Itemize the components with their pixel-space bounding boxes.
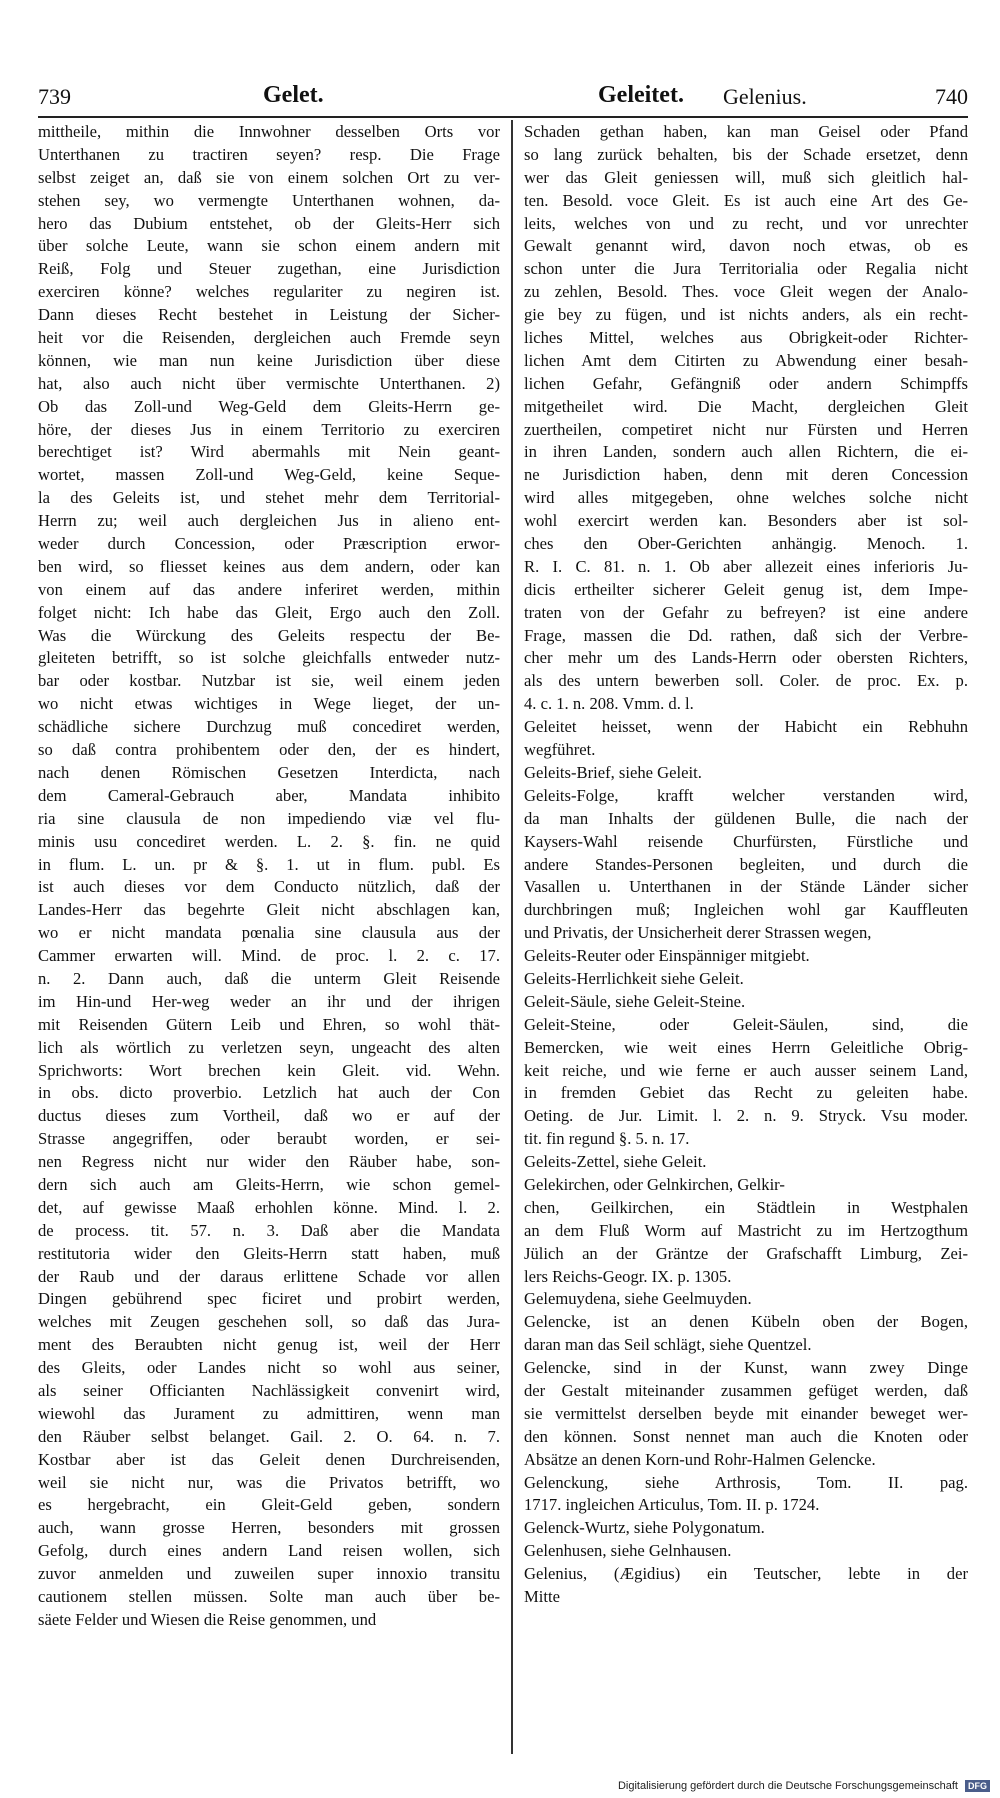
- text-line: wortet, massen Zoll-und Weg-Geld, keine Seque-: [38, 465, 500, 485]
- running-head-right-2: Gelenius.: [723, 84, 807, 109]
- text-line: wer das Gleit geniessen will, muß sich gleitlich hal-: [524, 167, 968, 187]
- text-line: den Räuber selbst belanget. Gail. 2. O. 64. n. 7.: [38, 1426, 500, 1446]
- text-line: wohl exercirt werden kan. Besonders aber ist sol-: [524, 511, 968, 531]
- text-line: mit Reisenden Gütern Leib und Ehren, so wohl thät-: [38, 1014, 500, 1034]
- text-line: Gefolg, durch eines andern Land reisen wollen, sich: [38, 1541, 500, 1561]
- text-line: Gelenckung, siehe Arthrosis, Tom. II. pag.: [524, 1472, 968, 1492]
- text-line: Geleits-Reuter oder Einspänniger mitgiebt.: [524, 946, 810, 966]
- text-line: Absätze an denen Korn-und Rohr-Halmen Gelencke.: [524, 1449, 876, 1469]
- text-line: R. I. C. 81. n. 1. Ob aber allezeit eines inferioris Ju-: [524, 556, 968, 576]
- text-line: über solche Leute, wann sie schon einem andern mit: [38, 236, 500, 256]
- text-line: ductus dieses zum Vortheil, daß wo er auf der: [38, 1106, 500, 1126]
- text-line: hat, also auch nicht über vermischte Unterthanen. 2): [38, 373, 500, 393]
- text-line: Was die Würckung des Geleits respectu der Be-: [38, 625, 500, 645]
- text-line: Mitte: [524, 1587, 560, 1606]
- text-line: Gelenck-Wurtz, siehe Polygonatum.: [524, 1518, 765, 1538]
- text-line: 4. c. 1. n. 208. Vmm. d. l.: [524, 694, 694, 714]
- text-line: mittheile, mithin die Innwohner desselben Orts vor: [38, 122, 500, 141]
- text-line: selbst zeiget an, daß sie von einem solchen Ort zu ver-: [38, 167, 500, 187]
- text-line: ben wird, so fliesset keines aus dem andern, oder kan: [38, 556, 500, 576]
- text-line: mitgetheilet wird. Die Macht, dergleichen Gleit: [524, 396, 968, 416]
- text-line: da man Inhalts der güldenen Bulle, die nach der: [524, 808, 968, 828]
- text-line: zuertheilen, competiret nicht nur Fürsten und Herren: [524, 419, 968, 439]
- footer-credit: [618, 1780, 990, 1792]
- text-line: ria sine clausula de non impediendo viæ vel flu-: [38, 808, 500, 828]
- text-line: wird alles mitgegeben, ohne welches solche nicht: [524, 488, 968, 508]
- text-line: Geleit-Säule, siehe Geleit-Steine.: [524, 991, 746, 1011]
- text-line: an dem Fluß Worm auf Mastricht zu im Hertzogthum: [524, 1220, 968, 1240]
- page-header: [38, 84, 968, 118]
- text-line: heit vor die Reisenden, dergleichen auch Fremde seyn: [38, 328, 500, 348]
- text-line: ist auch dieses vor dem Conducto nützlich, daß der: [38, 877, 500, 897]
- text-line: n. 2. Dann auch, daß die unterm Gleit Reisende: [38, 968, 500, 988]
- text-line: so daß contra prohibentem oder den, der es hindert,: [38, 740, 500, 760]
- text-line: nen Regress nicht nur wider den Räuber habe, son-: [38, 1152, 500, 1172]
- text-line: chen, Geilkirchen, ein Städtlein in Westphalen: [524, 1197, 968, 1217]
- text-line: ches den Ober-Gerichten anhängig. Menoch. 1.: [524, 534, 968, 554]
- text-line: cautionem stellen müssen. Solte man auch über be-: [38, 1587, 500, 1606]
- text-line: berechtiget ist? Wird abermahls mit Nein geant-: [38, 442, 500, 462]
- text-line: dern sich auch am Gleits-Herrn, wie schon gemel-: [38, 1174, 500, 1194]
- dfg-logo: DFG: [965, 1780, 990, 1792]
- text-line: in fremden Gebiet das Recht zu geleiten habe.: [524, 1083, 968, 1103]
- text-line: Ob das Zoll-und Weg-Geld dem Gleits-Herrn ge-: [38, 396, 500, 416]
- text-line: daran man das Seil schlägt, siehe Quentzel.: [524, 1335, 812, 1355]
- text-line: in ihren Landen, sondern auch allen Richtern, die ei-: [524, 442, 968, 462]
- text-line: Jülich an der Gräntze der Grafschafft Limburg, Zei-: [524, 1243, 968, 1263]
- text-line: keit reiche, und wie ferne er auch ausser seinem Land,: [524, 1060, 968, 1080]
- text-line: es hergebracht, ein Gleit-Geld geben, sondern: [38, 1495, 500, 1515]
- text-line: nach denen Römischen Gesetzen Interdicta, nach: [38, 762, 500, 782]
- text-line: Dingen gebührend spec ficiret und probirt werden,: [38, 1289, 500, 1309]
- text-line: hero das Dubium entstehet, ob der Gleits-Herr sich: [38, 213, 500, 233]
- text-line: zuvor anmelden und zuweilen super innoxio transitu: [38, 1564, 500, 1584]
- footer-text: Digitalisierung gefördert durch die Deutsche Forschungsgemeinschaft: [617, 1780, 958, 1792]
- text-line: wegführet.: [524, 740, 596, 760]
- text-line: durchbringen muß; Ingleichen wohl gar Kauffleuten: [524, 900, 968, 920]
- text-line: Geleits-Zettel, siehe Geleit.: [524, 1152, 707, 1172]
- text-line: als seiner Officianten Nachlässigkeit convenirt wird,: [38, 1380, 500, 1400]
- text-line: Kostbar aber ist das Geleit denen Durchreisenden,: [38, 1449, 500, 1469]
- text-line: können, wie man nun keine Jurisdiction über diese: [38, 350, 500, 370]
- text-line: Dann dieses Recht bestehet in Leistung der Sicher-: [38, 305, 500, 325]
- text-line: weil sie nicht nur, was die Privatos betrifft, wo: [38, 1472, 500, 1492]
- text-line: Unterthanen zu tractiren seyen? resp. Die Frage: [38, 144, 500, 164]
- text-line: de process. tit. 57. n. 3. Daß aber die Mandata: [38, 1220, 500, 1240]
- text-line: lichen Gefahr, Gefängniß oder andern Schimpffs: [524, 373, 968, 393]
- text-line: höre, der dieses Jus in einem Territorio zu exerciren: [38, 419, 500, 439]
- page-number-right: 740: [935, 84, 968, 109]
- text-line: tit. fin regund §. 5. n. 17.: [524, 1129, 690, 1149]
- text-line: welches mit Zeugen geschehen soll, so daß das Jura-: [38, 1312, 500, 1332]
- text-line: ne Jurisdiction haben, denn mit deren Concession: [524, 465, 968, 485]
- running-head-right: Geleitet.: [598, 82, 684, 108]
- text-line: sie vermittelst derselben beyde mit einander beweget wer-: [524, 1403, 968, 1423]
- text-line: dicis ertheilter sicherer Geleit genug ist, dem Impe-: [524, 579, 968, 599]
- page-number-left: 739: [38, 84, 71, 109]
- text-line: Sprichworts: Wort brechen kein Gleit. vid. Wehn.: [38, 1060, 500, 1080]
- text-line: Kaysers-Wahl reisende Churfürsten, Fürstliche und: [524, 831, 968, 851]
- text-line: wo er nicht mandata pœnalia sine clausula aus der: [38, 923, 500, 943]
- text-line: Herrn zu; weil auch dergleichen Jus in alieno ent-: [38, 511, 500, 531]
- text-line: exerciren könne? welches regulariter zu negiren ist.: [38, 282, 500, 302]
- text-line: Geleitet heisset, wenn der Habicht ein Rebhuhn: [524, 717, 968, 737]
- text-line: von einem auf das andere inferiret werden, mithin: [38, 579, 500, 599]
- text-line: Vasallen u. Unterthanen in der Stände Länder sicher: [524, 877, 968, 897]
- text-line: Gelencke, sind in der Kunst, wann zwey Dinge: [524, 1358, 968, 1378]
- text-line: ment des Beraubten nicht genug ist, weil der Herr: [38, 1335, 500, 1355]
- text-line: Gelenhusen, siehe Gelnhausen.: [524, 1541, 732, 1561]
- text-line: lichen Amt dem Citirten zu Abwendung einer besah-: [524, 350, 968, 370]
- text-line: lich als wörtlich zu verletzen seyn, ungeacht des alten: [38, 1037, 500, 1057]
- text-line: und Privatis, der Unsicherheit derer Strassen wegen,: [524, 923, 872, 943]
- text-line: andere Standes-Personen begleiten, und durch die: [524, 854, 968, 874]
- text-line: auch, wann grosse Herren, besonders mit grossen: [38, 1518, 500, 1538]
- text-line: schon unter die Jura Territorialia oder Regalia nicht: [524, 259, 968, 279]
- text-line: Geleits-Folge, krafft welcher verstanden wird,: [524, 785, 968, 805]
- text-line: la des Geleits ist, und stehet mehr dem Territorial-: [38, 488, 500, 508]
- text-line: Gelencke, ist an denen Kübeln oben der Bogen,: [524, 1312, 968, 1332]
- right-column: [524, 121, 968, 1609]
- text-line: Gelekirchen, oder Gelnkirchen, Gelkir-: [524, 1174, 785, 1194]
- text-line: 1717. ingleichen Articulus, Tom. II. p. 1724.: [524, 1495, 820, 1515]
- text-line: restitutoria wider den Gleits-Herrn statt haben, muß: [38, 1243, 500, 1263]
- text-line: Geleits-Herrlichkeit siehe Geleit.: [524, 968, 744, 988]
- text-line: Bemercken, wie weit eines Herrn Geleitliche Obrig-: [524, 1037, 968, 1057]
- text-line: in obs. dicto proverbio. Letzlich hat auch der Con: [38, 1083, 500, 1103]
- text-line: gleiteten betrifft, so ist solche gleichfalls entweder nutz-: [38, 648, 500, 668]
- text-line: cher mehr um des Lands-Herrn oder obersten Richters,: [524, 648, 968, 668]
- header-rule: [38, 116, 968, 118]
- text-line: leits, welches von und zu recht, und vor unrechter: [524, 213, 968, 233]
- text-line: ten. Besold. voce Gleit. Es ist auch eine Art des Ge-: [524, 190, 968, 210]
- text-line: bar oder kostbar. Nutzbar ist sie, weil einem jeden: [38, 671, 500, 691]
- text-line: Geleits-Brief, siehe Geleit.: [524, 762, 702, 782]
- text-line: Cammer erwarten will. Mind. de proc. l. 2. c. 17.: [38, 946, 500, 966]
- text-line: wo nicht etwas wichtiges in Wege lieget, der un-: [38, 694, 500, 714]
- text-line: Frage, massen die Dd. rathen, daß sich der Verbre-: [524, 625, 968, 645]
- text-line: des Gleits, oder Landes nicht so wohl aus seiner,: [38, 1358, 500, 1378]
- text-line: schädliche sichere Durchzug muß concediret werden,: [38, 717, 500, 737]
- text-line: in flum. L. un. pr & §. 1. ut in flum. publ. Es: [38, 854, 500, 874]
- text-line: gie bey zu fügen, und ist nichts anders, als ein recht-: [524, 305, 968, 325]
- running-head-left: Gelet.: [263, 82, 324, 108]
- text-line: weder durch Concession, oder Præscription erwor-: [38, 534, 500, 554]
- text-line: traten von der Gefahr zu befreyen? ist eine andere: [524, 602, 968, 622]
- text-line: dem Cameral-Gebrauch aber, Mandata inhibito: [38, 785, 500, 805]
- text-line: Gewalt genannt wird, davon noch etwas, ob es: [524, 236, 968, 256]
- text-line: Gelemuydena, siehe Geelmuyden.: [524, 1289, 752, 1309]
- text-line: säete Felder und Wiesen die Reise genommen, und: [38, 1609, 377, 1629]
- text-line: den können. Sonst nennet man auch die Knoten oder: [524, 1426, 968, 1446]
- text-line: der Gestalt miteinander zusammen gefüget werden, daß: [524, 1380, 968, 1400]
- text-line: minis usu concediret werden. L. 2. §. fin. ne quid: [38, 831, 500, 851]
- text-line: Landes-Herr das begehrte Gleit nicht abschlagen kan,: [38, 900, 500, 920]
- left-column: [38, 121, 500, 1632]
- text-line: wiewohl das Jurament zu admittiren, wenn man: [38, 1403, 500, 1423]
- column-divider: [511, 120, 513, 1754]
- text-line: im Hin-und Her-weg weder an ihr und der ihrigen: [38, 991, 500, 1011]
- text-line: der Raub und der daraus erlittene Schade vor allen: [38, 1266, 500, 1286]
- text-line: lers Reichs-Geogr. IX. p. 1305.: [524, 1266, 732, 1286]
- text-line: det, auf gewisse Maaß erhohlen könne. Mind. l. 2.: [38, 1197, 500, 1217]
- text-line: als des untern bewerben soll. Coler. de proc. Ex. p.: [524, 671, 968, 691]
- text-line: Oeting. de Jur. Limit. l. 2. n. 9. Stryck. Vsu moder.: [524, 1106, 968, 1126]
- text-line: Geleit-Steine, oder Geleit-Säulen, sind, die: [524, 1014, 968, 1034]
- text-line: Strasse angegriffen, oder beraubt worden, er sei-: [38, 1129, 500, 1149]
- text-line: Reiß, Folg und Steuer zugethan, eine Jurisdiction: [38, 259, 500, 279]
- text-line: zu zehlen, Besold. Thes. voce Gleit wegen der Analo-: [524, 282, 968, 302]
- text-line: stehen sey, wo vermengte Unterthanen wohnen, da-: [38, 190, 500, 210]
- text-line: Schaden gethan haben, kan man Geisel oder Pfand: [524, 122, 968, 141]
- text-line: liches Mittel, welches aus Obrigkeit-oder Richter-: [524, 328, 968, 348]
- text-line: so lang zurück behalten, bis der Schade ersetzet, denn: [524, 144, 968, 164]
- text-line: folget nicht: Ich habe das Gleit, Ergo auch den Zoll.: [38, 602, 500, 622]
- text-line: Gelenius, (Ægidius) ein Teutscher, lebte in der: [524, 1564, 968, 1584]
